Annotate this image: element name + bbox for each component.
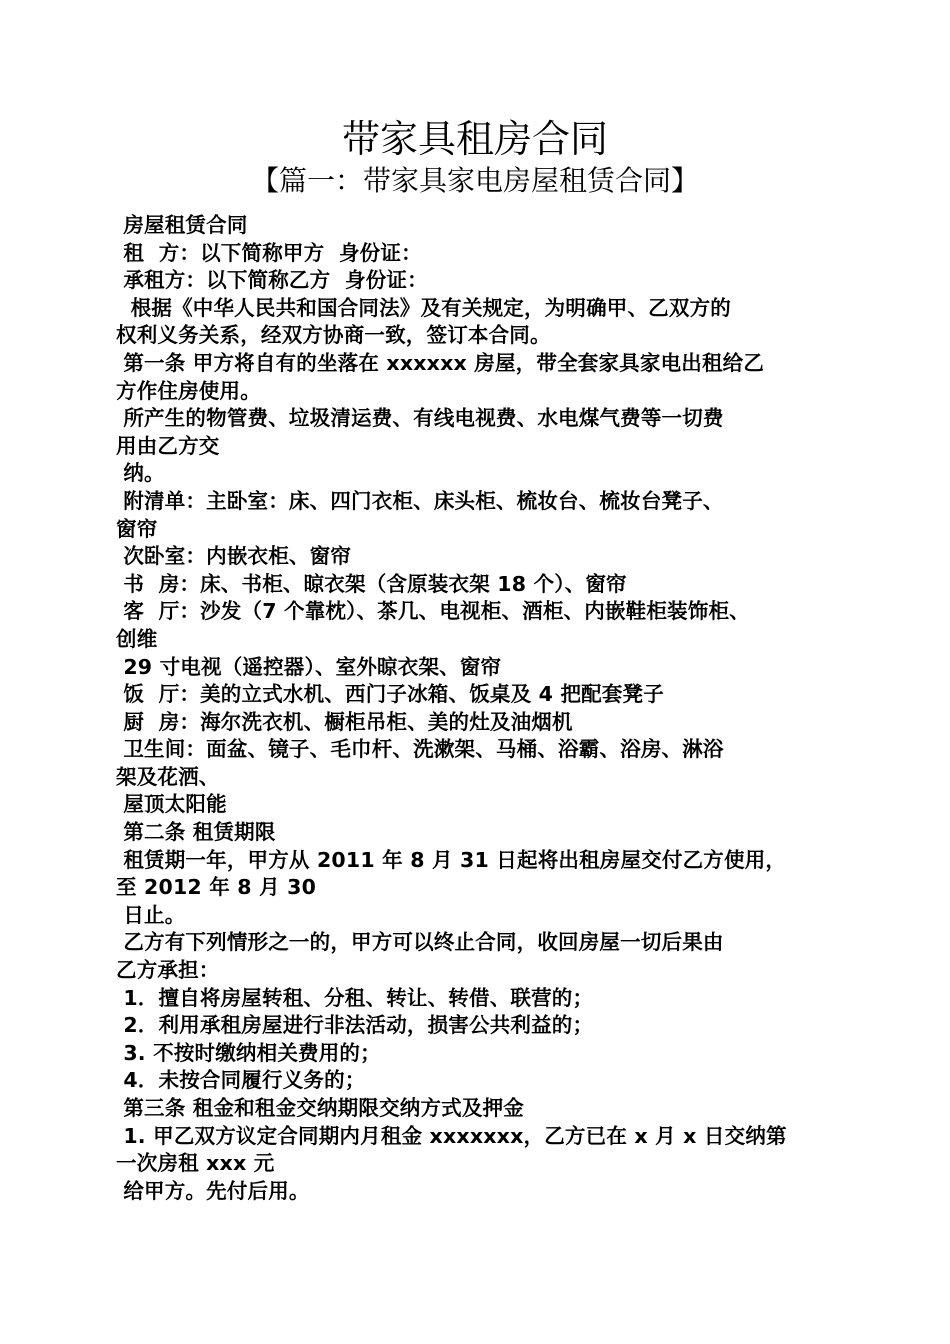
text-line: 承租方：以下简称乙方 身份证： [116, 268, 428, 293]
text-line: 书 房：床、书柜、晾衣架（含原装衣架 18 个）、窗帘 [116, 571, 627, 596]
text-line: 租 方：以下简称甲方 身份证： [116, 240, 422, 265]
text-line: 客 厅：沙发（7 个靠枕）、茶几、电视柜、酒柜、内嵌鞋柜装饰柜、 [116, 599, 750, 624]
text-line: 1. 甲乙双方议定合同期内月租金 xxxxxxx，乙方已在 x 月 x 日交纳第 [116, 1123, 787, 1148]
text-line: 至 2012 年 8 月 30 [116, 875, 317, 900]
text-line: 创维 [116, 626, 158, 651]
text-line: 4．未按合同履行义务的； [116, 1068, 366, 1093]
text-line: 用由乙方交 [116, 433, 220, 458]
text-line: 3. 不按时缴纳相关费用的； [116, 1040, 381, 1065]
document-title: 带家具租房合同 [341, 117, 608, 161]
text-line: 给甲方。先付后用。 [116, 1178, 310, 1203]
text-line: 租赁期一年，甲方从 2011 年 8 月 31 日起将出租房屋交付乙方使用， [116, 847, 787, 872]
text-line: 所产生的物管费、垃圾清运费、有线电视费、水电煤气费等一切费 [116, 406, 724, 431]
text-line: 2．利用承租房屋进行非法活动，损害公共利益的； [116, 1013, 594, 1038]
text-line: 房屋租赁合同 [116, 213, 248, 237]
text-line: 饭 厅：美的立式水机、西门子冰箱、饭桌及 4 把配套凳子 [116, 682, 664, 707]
text-line: 乙方承担： [116, 958, 220, 983]
text-line: 一次房租 xxx 元 [116, 1151, 275, 1176]
text-line: 卫生间：面盆、镜子、毛巾杆、洗漱架、马桶、浴霸、浴房、淋浴 [116, 737, 724, 762]
text-line: 第一条 甲方将自有的坐落在 xxxxxx 房屋，带全套家具家电出租给乙 [116, 350, 765, 375]
document-subtitle: 【篇一：带家具家电房屋租赁合同】 [250, 164, 699, 197]
text-line: 次卧室：内嵌衣柜、窗帘 [116, 544, 352, 569]
text-line: 29 寸电视（遥控器）、室外晾衣架、窗帘 [116, 654, 502, 679]
text-line: 第三条 租金和租金交纳期限交纳方式及押金 [116, 1096, 524, 1120]
text-line: 第二条 租赁期限 [116, 820, 276, 845]
text-line: 方作住房使用。 [116, 378, 261, 403]
document-body [116, 212, 836, 1205]
text-line: 窗帘 [116, 516, 158, 541]
text-line: 纳。 [116, 461, 165, 486]
text-line: 架及花洒、 [116, 764, 220, 789]
text-line: 日止。 [116, 902, 186, 927]
text-line: 屋顶太阳能 [116, 792, 227, 817]
text-line: 权利义务关系，经双方协商一致，签订本合同。 [116, 323, 551, 348]
text-line: 厨 房：海尔洗衣机、橱柜吊柜、美的灶及油烟机 [116, 709, 573, 734]
text-line: 附清单：主卧室：床、四门衣柜、床头柜、梳妆台、梳妆台凳子、 [116, 488, 724, 513]
text-line: 乙方有下列情形之一的，甲方可以终止合同，收回房屋一切后果由 [116, 930, 724, 955]
text-line: 根据《中华人民共和国合同法》及有关规定，为明确甲、乙双方的 [116, 295, 731, 320]
text-line: 1．擅自将房屋转租、分租、转让、转借、联营的； [116, 985, 594, 1010]
